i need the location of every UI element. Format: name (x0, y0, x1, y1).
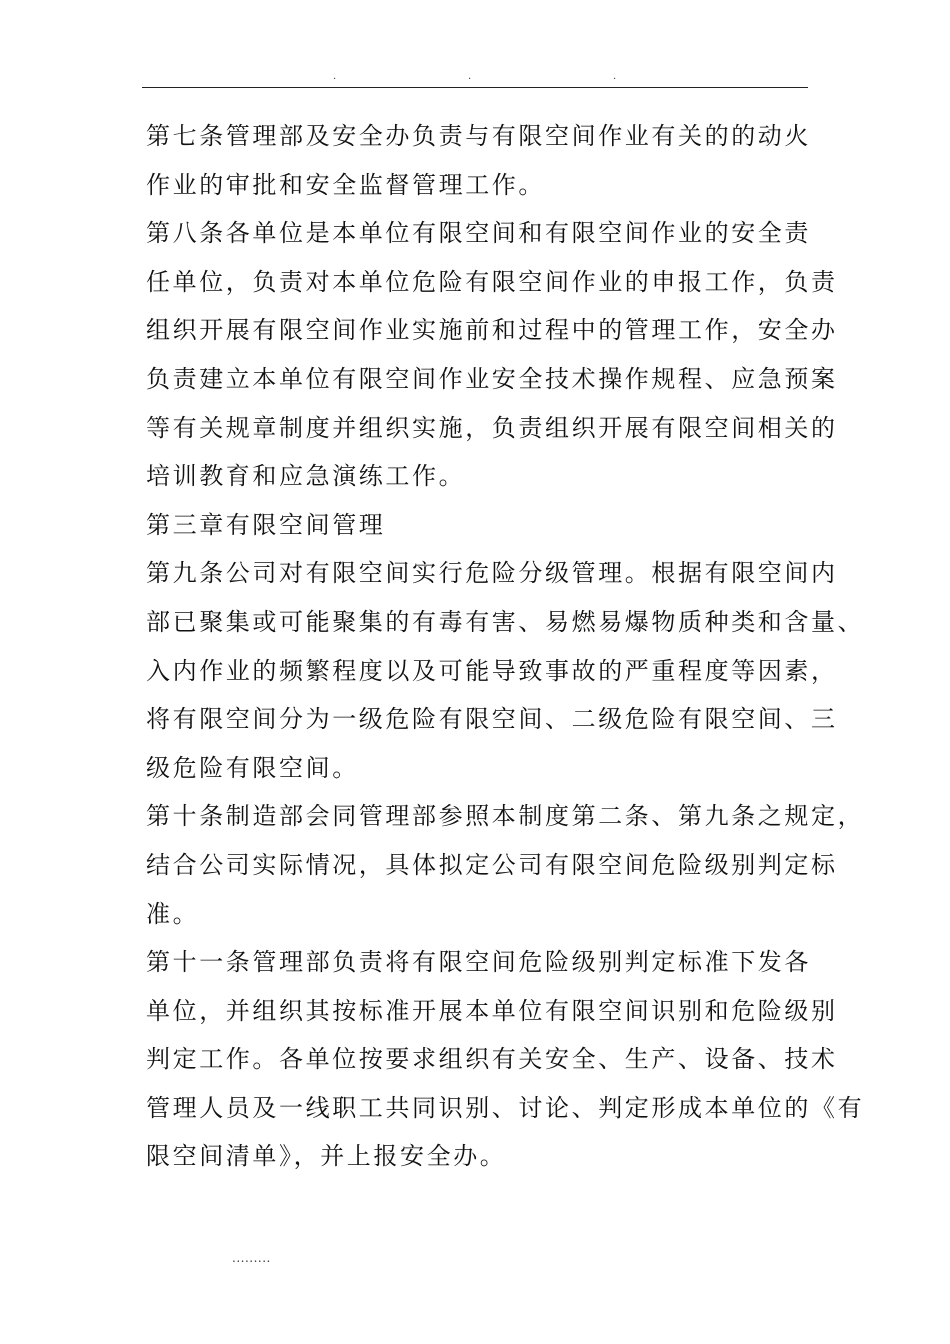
text-line: 管理人员及一线职工共同识别、讨论、判定形成本单位的《有 (146, 1093, 865, 1122)
text-line: 限空间清单》，并上报安全办。 (146, 1142, 507, 1171)
text-line: 第十条制造部会同管理部参照本制度第二条、第九条之规定， (146, 802, 865, 831)
text-line: 等有关规章制度并组织实施，负责组织开展有限空间相关的 (146, 413, 838, 442)
text-line: 第十一条管理部负责将有限空间危险级别判定标准下发各 (146, 948, 811, 977)
header-dot-right: . (613, 71, 617, 82)
article-8-paragraph (146, 209, 838, 501)
header-rule (142, 87, 808, 88)
text-line: 负责建立本单位有限空间作业安全技术操作规程、应急预案 (146, 364, 838, 393)
footer-dots: ......... (232, 1251, 271, 1265)
text-line: 部已聚集或可能聚集的有毒有害、易燃易爆物质种类和含量、 (146, 607, 865, 636)
text-line: 作业的审批和安全监督管理工作。 (146, 170, 545, 199)
text-line: 将有限空间分为一级危险有限空间、二级危险有限空间、三 (146, 705, 838, 734)
chapter-title: 第三章有限空间管理 (146, 510, 386, 539)
text-line: 级危险有限空间。 (146, 753, 359, 782)
article-9-paragraph (146, 549, 865, 792)
text-line: 单位，并组织其按标准开展本单位有限空间识别和危险级别 (146, 996, 838, 1025)
text-line: 任单位，负责对本单位危险有限空间作业的申报工作，负责 (146, 267, 838, 296)
text-line: 培训教育和应急演练工作。 (146, 462, 466, 491)
text-line: 第九条公司对有限空间实行危险分级管理。根据有限空间内 (146, 559, 838, 588)
article-11-paragraph (146, 938, 865, 1181)
article-7-paragraph (146, 112, 818, 209)
text-line: 判定工作。各单位按要求组织有关安全、生产、设备、技术 (146, 1045, 838, 1074)
text-line: 结合公司实际情况，具体拟定公司有限空间危险级别判定标 (146, 850, 838, 879)
chapter-3-heading (146, 501, 818, 550)
header-dot-center: . (468, 71, 472, 82)
text-line: 第八条各单位是本单位有限空间和有限空间作业的安全责 (146, 219, 811, 248)
text-line: 入内作业的频繁程度以及可能导致事故的严重程度等因素， (146, 656, 838, 685)
text-line: 第七条管理部及安全办负责与有限空间作业有关的的动火 (146, 122, 811, 150)
text-line: 组织开展有限空间作业实施前和过程中的管理工作，安全办 (146, 316, 838, 345)
header-dot-left: . (333, 71, 337, 82)
document-body (146, 112, 865, 1181)
text-line: 准。 (146, 899, 200, 928)
article-10-paragraph (146, 792, 865, 938)
